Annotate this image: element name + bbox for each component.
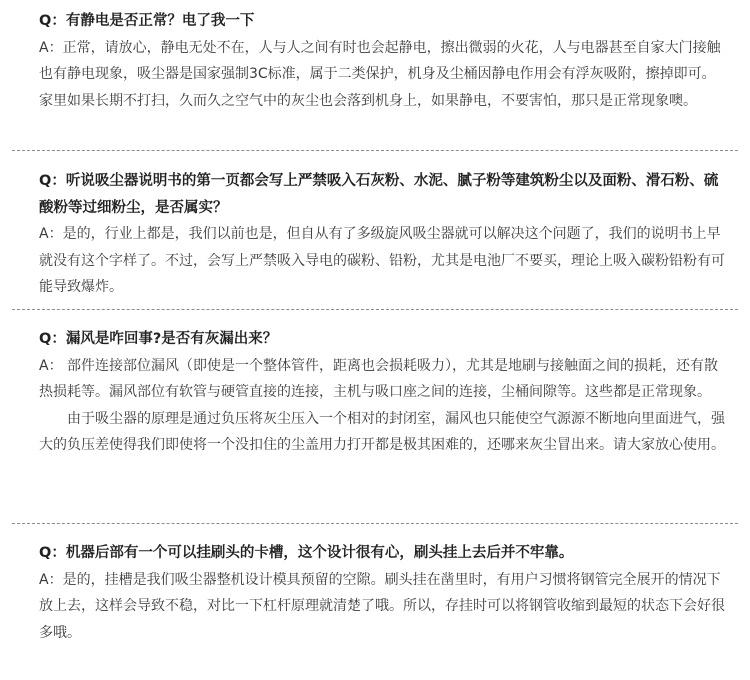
faq-question: Q：机器后部有一个可以挂刷头的卡槽，这个设计很有心，刷头挂上去后并不牢靠。	[39, 545, 574, 561]
faq-item-fine-dust	[39, 168, 725, 301]
faq-answer-paragraph: A：是的，挂槽是我们吸尘器整机设计模具预留的空隙。刷头挂在凿里时，有用户习惯将钢管完全展开的情况下放上去，这样会导致不稳，对比一下杠杆原理就清楚了哦。所以，存挂时可以将钢管收缩到最短的状态下会好很多哦。	[39, 571, 725, 641]
faq-answer	[39, 35, 725, 115]
faq-answer-paragraph: A：正常，请放心，静电无处不在，人与人之间有时也会起静电，擦出微弱的火花，人与电器甚至自家大门接触也有静电现象，吸尘器是国家强制3C标准，属于二类保护，机身及尘桶因静电作用会有浮灰吸附，擦掉即可。家里如果长期不打扫，久而久之空气中的灰尘也会落到机身上，如果静电，不要害怕，那只是正常现象噢。	[39, 39, 721, 109]
faq-item-brush-holder	[39, 540, 725, 646]
faq-answer	[39, 353, 725, 459]
faq-answer-paragraph: A： 部件连接部位漏风（即使是一个整体管件，距离也会损耗吸力），尤其是地刷与接触面之间的损耗，还有散热损耗等。漏风部位有软管与硬管直接的连接，主机与吸口座之间的连接，尘桶间隙等。这些都是正常现象。	[39, 357, 719, 400]
faq-answer-paragraph: 由于吸尘器的原理是通过负压将灰尘压入一个相对的封闭室，漏风也只能使空气源源不断地向里面进气，强大的负压差使得我们即使将一个没扣住的尘盖用力打开都是极其困难的，还哪来灰尘冒出来。请大家放心使用。	[39, 410, 725, 453]
faq-answer	[39, 567, 725, 647]
dashed-divider	[12, 309, 738, 310]
faq-question: Q：漏风是咋回事?是否有灰漏出来？	[39, 331, 278, 347]
dashed-divider	[12, 523, 738, 524]
faq-item-static-electricity	[39, 8, 725, 114]
dashed-divider	[12, 150, 738, 151]
faq-question: Q：听说吸尘器说明书的第一页都会写上严禁吸入石灰粉、水泥、腻子粉等建筑粉尘以及面粉、滑石粉、硫酸粉等过细粉尘，是否属实？	[39, 173, 719, 216]
faq-question: Q：有静电是否正常？电了我一下	[39, 13, 255, 29]
faq-item-air-leak	[39, 326, 725, 459]
faq-answer	[39, 221, 725, 301]
faq-answer-paragraph: A：是的，行业上都是，我们以前也是，但自从有了多级旋风吸尘器就可以解决这个问题了，我们的说明书上早就没有这个字样了。不过，会写上严禁吸入导电的碳粉、铅粉，尤其是电池厂不要买，理论上吸入碳粉铅粉有可能导致爆炸。	[39, 226, 725, 295]
